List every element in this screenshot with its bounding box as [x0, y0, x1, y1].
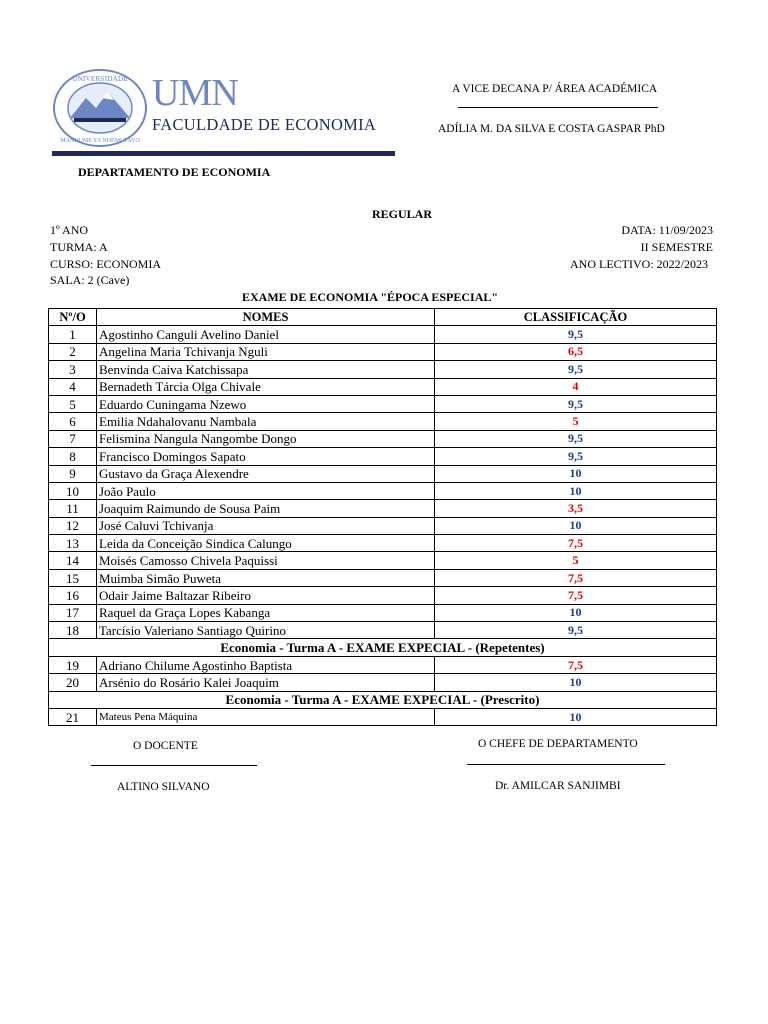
- student-grade: 7,5: [435, 569, 717, 586]
- student-grade: 9,5: [435, 430, 717, 447]
- head-name: Dr. AMILCAR SANJIMBI: [495, 780, 621, 792]
- section-title-repeat: Economia - Turma A - EXAME EXPECIAL - (Repetentes): [49, 639, 717, 656]
- svg-text:UNIVERSIDADE: UNIVERSIDADE: [72, 74, 128, 83]
- student-grade: 10: [435, 482, 717, 499]
- row-number: 18: [49, 622, 97, 639]
- row-number: 14: [49, 552, 97, 569]
- student-grade: 6,5: [435, 343, 717, 360]
- student-name: Angelina Maria Tchivanja Nguli: [97, 343, 435, 360]
- teacher-signature-line: [91, 765, 257, 766]
- student-name: Odair Jaime Baltazar Ribeiro: [97, 587, 435, 604]
- student-grade: 10: [435, 465, 717, 482]
- table-row: [49, 604, 717, 621]
- teacher-name: ALTINO SILVANO: [117, 781, 210, 793]
- student-name: João Paulo: [97, 482, 435, 499]
- row-number: 4: [49, 378, 97, 395]
- table-row: [49, 587, 717, 604]
- logo-brand: UMN: [152, 72, 238, 114]
- teacher-title: O DOCENTE: [133, 740, 198, 752]
- academic-year-label: ANO LECTIVO: 2022/2023: [570, 257, 708, 271]
- head-signature-line: [467, 764, 665, 765]
- student-grade: 10: [435, 708, 717, 725]
- row-number: 19: [49, 656, 97, 673]
- table-row: [49, 448, 717, 465]
- table-row: [49, 395, 717, 412]
- row-number: 20: [49, 674, 97, 691]
- vice-dean-signature-line: [458, 107, 658, 108]
- row-number: 8: [49, 448, 97, 465]
- student-grade: 7,5: [435, 587, 717, 604]
- row-number: 9: [49, 465, 97, 482]
- table-row: [49, 500, 717, 517]
- regime-label: REGULAR: [372, 207, 433, 221]
- row-number: 7: [49, 430, 97, 447]
- student-name: Tarcísio Valeriano Santiago Quirino: [97, 622, 435, 639]
- student-grade: 10: [435, 517, 717, 534]
- course-label: CURSO: ECONOMIA: [50, 257, 162, 271]
- grades-table: [48, 308, 717, 726]
- table-row: [49, 517, 717, 534]
- row-number: 6: [49, 413, 97, 430]
- student-grade: 7,5: [435, 656, 717, 673]
- row-number: 2: [49, 343, 97, 360]
- row-number: 21: [49, 708, 97, 725]
- header-grade: CLASSIFICAÇÃO: [435, 309, 717, 326]
- header-number: Nº/O: [49, 309, 97, 326]
- logo-divider: [52, 151, 395, 156]
- department-title: DEPARTAMENTO DE ECONOMIA: [78, 165, 271, 179]
- student-grade: 9,5: [435, 395, 717, 412]
- row-number: 1: [49, 326, 97, 343]
- table-row: [49, 465, 717, 482]
- student-grade: 9,5: [435, 448, 717, 465]
- row-number: 17: [49, 604, 97, 621]
- room-label: SALA: 2 (Cave): [50, 273, 130, 287]
- table-row: [49, 708, 717, 725]
- table-row: [49, 326, 717, 343]
- faculty-logo: [52, 68, 397, 160]
- row-number: 10: [49, 482, 97, 499]
- student-name: Mateus Pena Máquina: [97, 708, 435, 725]
- table-row: [49, 413, 717, 430]
- student-name: Moisés Camosso Chivela Paquissi: [97, 552, 435, 569]
- student-name: Benvinda Caiva Katchissapa: [97, 361, 435, 378]
- student-name: Arsénio do Rosário Kalei Joaquim: [97, 674, 435, 691]
- row-number: 16: [49, 587, 97, 604]
- student-grade: 7,5: [435, 535, 717, 552]
- student-name: Agostinho Canguli Avelino Daniel: [97, 326, 435, 343]
- svg-text:MANDUME YA NDEMUFAYO: MANDUME YA NDEMUFAYO: [60, 138, 140, 144]
- table-row: [49, 482, 717, 499]
- table-header-row: [49, 309, 717, 326]
- exam-title: EXAME DE ECONOMIA "ÉPOCA ESPECIAL": [242, 290, 499, 304]
- student-grade: 10: [435, 604, 717, 621]
- table-row: [49, 430, 717, 447]
- student-grade: 9,5: [435, 326, 717, 343]
- student-name: Francisco Domingos Sapato: [97, 448, 435, 465]
- table-row: [49, 535, 717, 552]
- row-number: 13: [49, 535, 97, 552]
- class-label: TURMA: A: [50, 240, 108, 254]
- student-grade: 10: [435, 674, 717, 691]
- student-name: Leida da Conceição Sindica Calungo: [97, 535, 435, 552]
- student-grade: 9,5: [435, 622, 717, 639]
- student-name: Raquel da Graça Lopes Kabanga: [97, 604, 435, 621]
- row-number: 12: [49, 517, 97, 534]
- row-number: 3: [49, 361, 97, 378]
- logo-faculty-name: FACULDADE DE ECONOMIA: [152, 115, 377, 134]
- student-name: Adriano Chilume Agostinho Baptista: [97, 656, 435, 673]
- section-title-prescribed: Economia - Turma A - EXAME EXPECIAL - (Prescrito): [49, 691, 717, 708]
- table-row: [49, 674, 717, 691]
- student-grade: 3,5: [435, 500, 717, 517]
- table-row: [49, 552, 717, 569]
- table-row: [49, 622, 717, 639]
- section-row-repeat: [49, 639, 717, 656]
- student-grade: 5: [435, 552, 717, 569]
- section-row-prescribed: [49, 691, 717, 708]
- year-label: 1º ANO: [50, 223, 89, 237]
- student-name: Gustavo da Graça Alexendre: [97, 465, 435, 482]
- table-row: [49, 361, 717, 378]
- table-row: [49, 343, 717, 360]
- student-name: Eduardo Cuningama Nzewo: [97, 395, 435, 412]
- student-grade: 4: [435, 378, 717, 395]
- row-number: 15: [49, 569, 97, 586]
- vice-dean-title: A VICE DECANA P/ ÁREA ACADÉMICA: [452, 83, 658, 95]
- header-names: NOMES: [97, 309, 435, 326]
- vice-dean-name: ADÍLIA M. DA SILVA E COSTA GASPAR PhD: [438, 123, 665, 135]
- head-title: O CHEFE DE DEPARTAMENTO: [478, 738, 638, 750]
- student-name: Emilia Ndahalovanu Nambala: [97, 413, 435, 430]
- student-name: Joaquim Raimundo de Sousa Paim: [97, 500, 435, 517]
- date-label: DATA: 11/09/2023: [621, 223, 713, 237]
- row-number: 5: [49, 395, 97, 412]
- table-row: [49, 378, 717, 395]
- row-number: 11: [49, 500, 97, 517]
- student-name: Muimba Simão Puweta: [97, 569, 435, 586]
- student-name: Felismina Nangula Nangombe Dongo: [97, 430, 435, 447]
- student-grade: 5: [435, 413, 717, 430]
- semester-label: II SEMESTRE: [640, 240, 713, 254]
- student-name: Bernadeth Tárcia Olga Chivale: [97, 378, 435, 395]
- table-row: [49, 656, 717, 673]
- student-name: José Caluvi Tchivanja: [97, 517, 435, 534]
- table-row: [49, 569, 717, 586]
- university-seal-icon: [52, 68, 148, 148]
- student-grade: 9,5: [435, 361, 717, 378]
